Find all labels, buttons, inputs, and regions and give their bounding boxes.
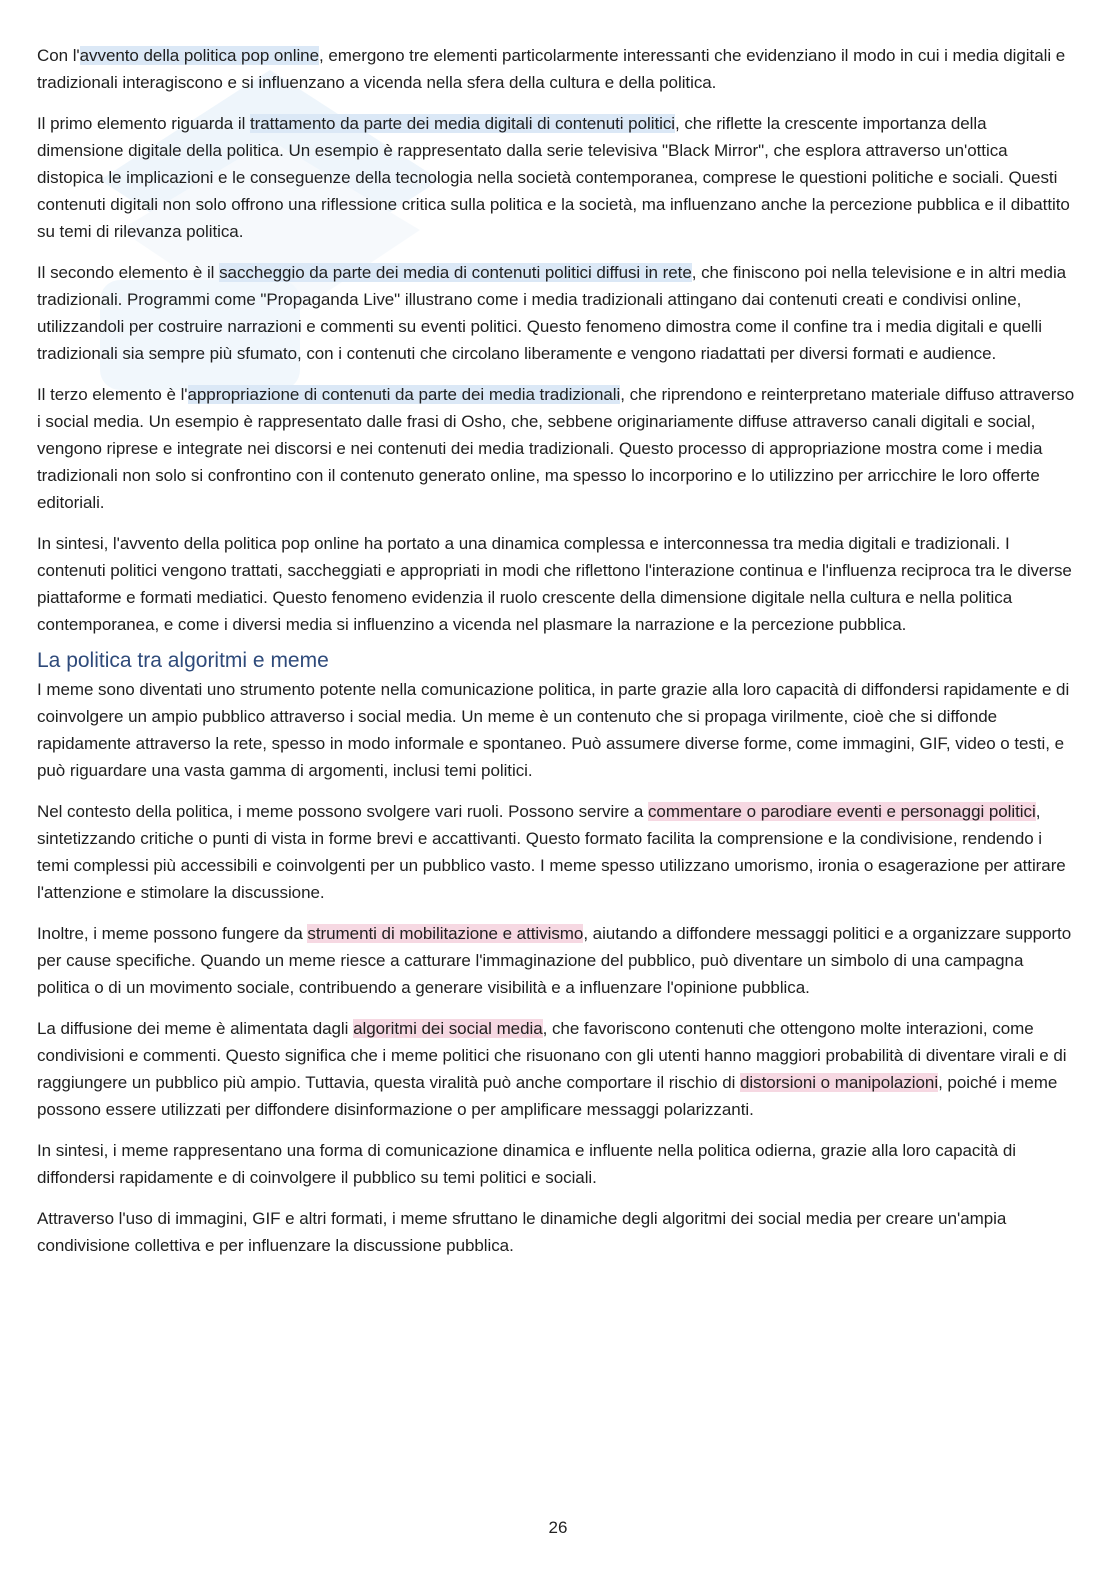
memes-section bbox=[37, 676, 1077, 1259]
document-page bbox=[37, 42, 1077, 1259]
text-segment: I meme sono diventati uno strumento potente nella comunicazione politica, in parte grazie alla loro capacità di diffondersi rapidamente e di coinvolgere un ampio pubblico attraverso i social media. Un meme è un contenuto che si propaga virilmente, cioè che si diffonde rapidamente attraverso la rete, spesso in modo informale e spontaneo. Può assumere diverse forme, come immagini, GIF, video o testi, e può riguardare una vasta gamma di argomenti, inclusi temi politici. bbox=[37, 680, 1070, 780]
paragraph bbox=[37, 381, 1077, 516]
paragraph bbox=[37, 798, 1077, 906]
text-segment: Il primo elemento riguarda il bbox=[37, 114, 250, 133]
paragraph bbox=[37, 259, 1077, 367]
text-segment: In sintesi, i meme rappresentano una forma di comunicazione dinamica e influente nella politica odierna, grazie alla loro capacità di diffondersi rapidamente e di coinvolgere il pubblico su temi politici e sociali. bbox=[37, 1141, 1016, 1187]
text-segment: , che riflette la crescente importanza della dimensione digitale della politica. Un esempio è rappresentato dalla serie televisiva "Black Mirror", che esplora attraverso un'ottica distopica le implicazioni e le conseguenze della tecnologia nella società contemporanea, comprese le questioni politiche e sociali. Questi contenuti digitali non solo offrono una riflessione critica sulla politica e la società, ma influenzano anche la percezione pubblica e il dibattito su temi di rilevanza politica. bbox=[37, 114, 1070, 241]
text-segment: Il secondo elemento è il bbox=[37, 263, 220, 282]
text-segment: Con l' bbox=[37, 46, 80, 65]
paragraph bbox=[37, 1137, 1077, 1191]
paragraph bbox=[37, 676, 1077, 784]
highlighted-text: commentare o parodiare eventi e personaggi politici bbox=[647, 802, 1036, 821]
text-segment: , poiché i meme possono essere utilizzati per diffondere disinformazione o per amplificare messaggi polarizzanti. bbox=[37, 1073, 1058, 1119]
paragraph bbox=[37, 42, 1077, 96]
paragraph bbox=[37, 920, 1077, 1001]
highlighted-text: distorsioni o manipolazioni bbox=[740, 1073, 939, 1092]
text-segment: , emergono tre elementi particolarmente interessanti che evidenziano il modo in cui i media digitali e tradizionali interagiscono e si influenzano a vicenda nella sfera della cultura e della politica. bbox=[37, 46, 1066, 92]
text-segment: , che favoriscono contenuti che ottengono molte interazioni, come condivisioni e commenti. Questo significa che i meme politici che risuonano con gli utenti hanno maggiori probabilità di diventare virali e di raggiungere un pubblico più ampio. Tuttavia, questa viralità può anche comportare il rischio di bbox=[37, 1019, 1067, 1092]
highlighted-text: avvento della politica pop online bbox=[79, 46, 319, 65]
highlighted-text: strumenti di mobilitazione e attivismo bbox=[307, 924, 584, 943]
text-segment: La diffusione dei meme è alimentata dagli bbox=[37, 1019, 354, 1038]
paragraph bbox=[37, 110, 1077, 245]
highlighted-text: appropriazione di contenuti da parte dei media tradizionali bbox=[187, 385, 621, 404]
text-segment: , che finiscono poi nella televisione e in altri media tradizionali. Programmi come "Propaganda Live" illustrano come i media tradizionali attingano dai contenuti creati e condivisi online, utilizzandoli per costruire narrazioni e commenti su eventi politici. Questo fenomeno dimostra come il confine tra i media digitali e quelli tradizionali sia sempre più sfumato, con i contenuti che circolano liberamente e vengono riadattati per diversi formati e audience. bbox=[37, 263, 1067, 363]
highlighted-text: algoritmi dei social media bbox=[353, 1019, 543, 1038]
text-segment: , sintetizzando critiche o punti di vista in forme brevi e accattivanti. Questo formato facilita la comprensione e la condivisione, rendendo i temi complessi più accessibili e coinvolgenti per un pubblico vasto. I meme spesso utilizzano umorismo, ironia o esagerazione per attirare l'attenzione e stimolare la discussione. bbox=[37, 802, 1066, 902]
text-segment: Nel contesto della politica, i meme possono svolgere vari ruoli. Possono servire a bbox=[37, 802, 648, 821]
page-number: 26 bbox=[548, 1518, 568, 1537]
text-segment: Il terzo elemento è l' bbox=[37, 385, 188, 404]
text-segment: In sintesi, l'avvento della politica pop online ha portato a una dinamica complessa e interconnessa tra media digitali e tradizionali. I contenuti politici vengono trattati, saccheggiati e appropriati in modi che riflettono l'interazione continua e l'influenza reciproca tra le diverse piattaforme e formati mediatici. Questo fenomeno evidenzia il ruolo crescente della dimensione digitale nella cultura e nella politica contemporanea, e come i diversi media si influenzino a vicenda nel plasmare la narrazione e la percezione pubblica. bbox=[37, 534, 1072, 634]
section-heading: La politica tra algoritmi e meme bbox=[37, 649, 329, 672]
highlighted-text: saccheggio da parte dei media di contenuti politici diffusi in rete bbox=[219, 263, 692, 282]
text-segment: Attraverso l'uso di immagini, GIF e altri formati, i meme sfruttano le dinamiche degli algoritmi dei social media per creare un'ampia condivisione collettiva e per influenzare la discussione pubblica. bbox=[37, 1209, 1007, 1255]
paragraph bbox=[37, 530, 1077, 638]
highlighted-text: trattamento da parte dei media digitali di contenuti politici bbox=[249, 114, 676, 133]
paragraph bbox=[37, 1205, 1077, 1259]
text-segment: , aiutando a diffondere messaggi politici e a organizzare supporto per cause specifiche. Quando un meme riesce a catturare l'immaginazione del pubblico, può diventare un simbolo di una campagna politica o di un movimento sociale, contribuendo a generare visibilità e a influenzare l'opinione pubblica. bbox=[37, 924, 1072, 997]
text-segment: , che riprendono e reinterpretano materiale diffuso attraverso i social media. Un esempio è rappresentato dalle frasi di Osho, che, sebbene originariamente diffuse attraverso canali digitali e social, vengono riprese e integrate nei discorsi e nei contenuti dei media tradizionali. Questo processo di appropriazione mostra come i media tradizionali non solo si confrontino con il contenuto generato online, ma spesso lo incorporino e lo utilizzino per arricchire le loro offerte editoriali. bbox=[37, 385, 1075, 512]
paragraph bbox=[37, 1015, 1077, 1123]
intro-section bbox=[37, 42, 1077, 638]
text-segment: Inoltre, i meme possono fungere da bbox=[37, 924, 308, 943]
